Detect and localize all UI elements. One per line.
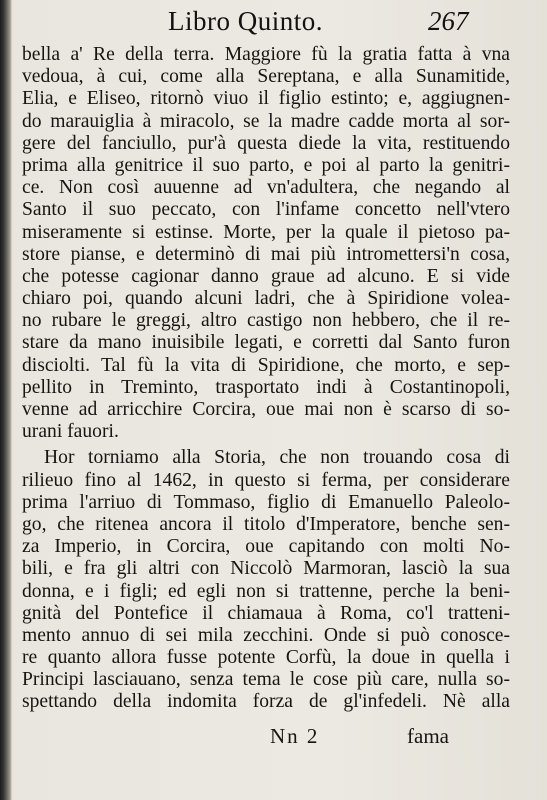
signature-mark: Nn 2 <box>270 724 320 748</box>
running-title: Libro Quinto. <box>168 6 323 36</box>
text-line: spettando della indomita forza de gl'infedeli. Nè alla <box>22 691 510 713</box>
text-line: re quanto allora fusse potente Corfù, la doue in quella i <box>22 647 510 669</box>
text-line: Principi lasciauano, senza tema le cose più care, nulla so- <box>22 669 510 691</box>
text-line: miseramente si estinse. Morte, per la quale il pietoso pa- <box>22 221 510 243</box>
text-line: go, che ritenea ancora il titolo d'Imperatore, benche sen- <box>22 513 510 535</box>
text-line: ce. Non così auuenne ad vn'adultera, che negando al <box>22 177 510 199</box>
text-line: za Imperio, in Corcira, oue capitando con molti No- <box>22 536 510 558</box>
text-line: vedoua, à cui, come alla Sereptana, e alla Sunamitide, <box>22 66 510 88</box>
text-line: chiaro poi, quando alcuni ladri, che à Spiridione volea- <box>22 288 510 310</box>
text-line: prima l'arriuo di Tommaso, figlio di Emanuello Paleolo- <box>22 491 510 513</box>
text-line: do marauiglia à miracolo, se la madre cadde morta al sor- <box>22 110 510 132</box>
text-line: Hor torniamo alla Storia, che non trouando cosa di <box>44 447 510 469</box>
text-line: Santo il suo peccato, con l'infame concetto nell'vtero <box>22 199 510 221</box>
text-line: stare da mano inuisibile legati, e corretti dal Santo furon <box>22 332 510 354</box>
text-line: Elia, e Eliseo, ritornò viuo il figlio estinto; e, aggiugnen- <box>22 88 510 110</box>
binding-edge <box>0 0 12 800</box>
catchword: fama <box>407 724 449 748</box>
text-line: prima alla genitrice il suo parto, e poi al parto la genitri- <box>22 154 510 176</box>
text-line: venne ad arricchire Corcira, oue mai non è scarso di so- <box>22 399 510 420</box>
paragraph-1 <box>22 44 510 443</box>
text-line: bella a' Re della terra. Maggiore fù la gratia fatta à vna <box>22 44 510 65</box>
page-footer <box>0 724 547 754</box>
text-line: che potesse cagionar danno graue ad alcuno. E si vide <box>22 265 510 287</box>
text-line: pellito in Treminto, trasportato indi à Costantinopoli, <box>22 376 510 398</box>
text-line: gnità del Pontefice il chiamaua à Roma, co'l tratteni- <box>22 602 510 624</box>
text-line: urani fauori. <box>22 421 119 443</box>
text-line: no rubare le greggi, altro castigo non hebbero, che il re- <box>22 310 510 332</box>
text-line: bili, e fra gli altri con Niccolò Marmoran, lasciò la sua <box>22 558 510 580</box>
text-line: store pianse, e determinò di mai più intromettersi'n cosa, <box>22 243 510 265</box>
paragraph-2 <box>22 447 510 713</box>
text-line: donna, e i figli; ed egli non si trattenne, perche la beni- <box>22 580 510 602</box>
text-line: rilieuo fino al 1462, in questo si ferma, per considerare <box>22 469 510 491</box>
page-number: 267 <box>428 6 469 36</box>
text-line: gere del fanciullo, pur'à questa diede la vita, restituendo <box>22 132 510 154</box>
text-line: disciolti. Tal fù la vita di Spiridione, che morto, e sep- <box>22 354 510 376</box>
text-line: mento annuo di sei mila zecchini. Onde si può conosce- <box>22 624 510 646</box>
page-header <box>0 6 547 42</box>
text-block <box>22 44 510 714</box>
